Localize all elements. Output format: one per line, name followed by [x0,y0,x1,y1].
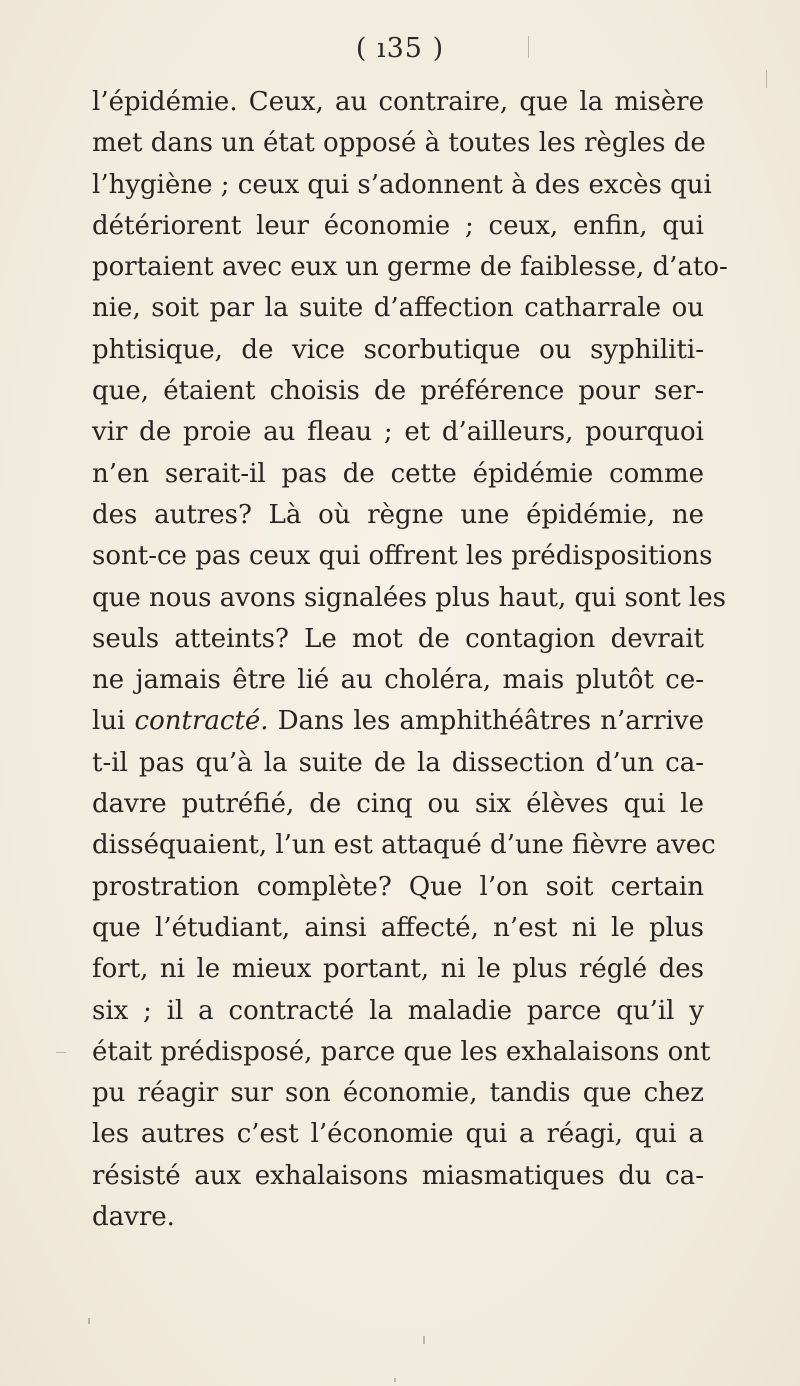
text-line-28: davre. [92,1202,175,1233]
paper-speck [88,1318,90,1324]
text-line-22: fort, ni le mieux portant, ni le plus réglé des [92,954,704,985]
text-line-15: ne jamais être lié au choléra, mais plutôt ce- [92,665,704,696]
text-line-13: que nous avons signalées plus haut, qui sont les [92,582,726,613]
text-line-11: des autres? Là où règne une épidémie, ne [92,499,704,530]
text-line-23: six ; il a contracté la maladie parce qu’il y [92,995,704,1026]
text-line-16-post: Dans les amphithéâtres n’arrive [268,706,705,737]
text-line-19: disséquaient, l’un est attaqué d’une fièvre avec [92,830,716,861]
text-line-6: nie, soit par la suite d’affection catharrale ou [92,293,704,324]
text-line-18: davre putréfié, de cinq ou six élèves qui le [92,789,704,820]
text-line-16-pre: lui [92,706,135,737]
body-text [92,82,728,1238]
paper-speck [423,1336,425,1344]
paper-speck [766,70,767,88]
paper-speck [528,36,529,58]
text-line-10: n’en serait-il pas de cette épidémie comme [92,458,704,489]
paper-speck [394,1378,396,1382]
text-line-4: détériorent leur économie ; ceux, enfin, qui [92,210,704,241]
text-line-17: t-il pas qu’à la suite de la dissection d’un ca- [92,747,704,778]
text-line-14: seuls atteints? Le mot de contagion devrait [92,623,704,654]
text-line-8: que, étaient choisis de préférence pour ser- [92,376,704,407]
text-line-1: l’épidémie. Ceux, au contraire, que la misère [92,87,704,117]
text-line-27: résisté aux exhalaisons miasmatiques du ca- [92,1160,704,1191]
text-line-16 [92,701,704,742]
text-line-20: prostration complète? Que l’on soit certain [92,871,704,902]
italic-term: contracté. [134,706,269,737]
page-number: ( ı35 ) [355,33,445,64]
text-line-25: pu réagir sur son économie, tandis que chez [92,1078,704,1109]
text-line-9: vir de proie au fleau ; et d’ailleurs, pourquoi [92,417,704,448]
text-line-3: l’hygiène ; ceux qui s’adonnent à des excès qui [92,169,712,200]
text-line-7: phtisique, de vice scorbutique ou syphiliti- [92,334,704,365]
text-line-26: les autres c’est l’économie qui a réagi, qui a [92,1119,704,1150]
text-line-2: met dans un état opposé à toutes les règles de [92,128,706,159]
text-line-21: que l’étudiant, ainsi affecté, n’est ni le plus [92,912,704,943]
paper-speck [56,1052,66,1053]
text-line-24: était prédisposé, parce que les exhalaisons ont [92,1036,711,1067]
text-line-12: sont-ce pas ceux qui offrent les prédispositions [92,541,713,572]
text-line-5: portaient avec eux un germe de faiblesse, d’ato- [92,252,728,283]
